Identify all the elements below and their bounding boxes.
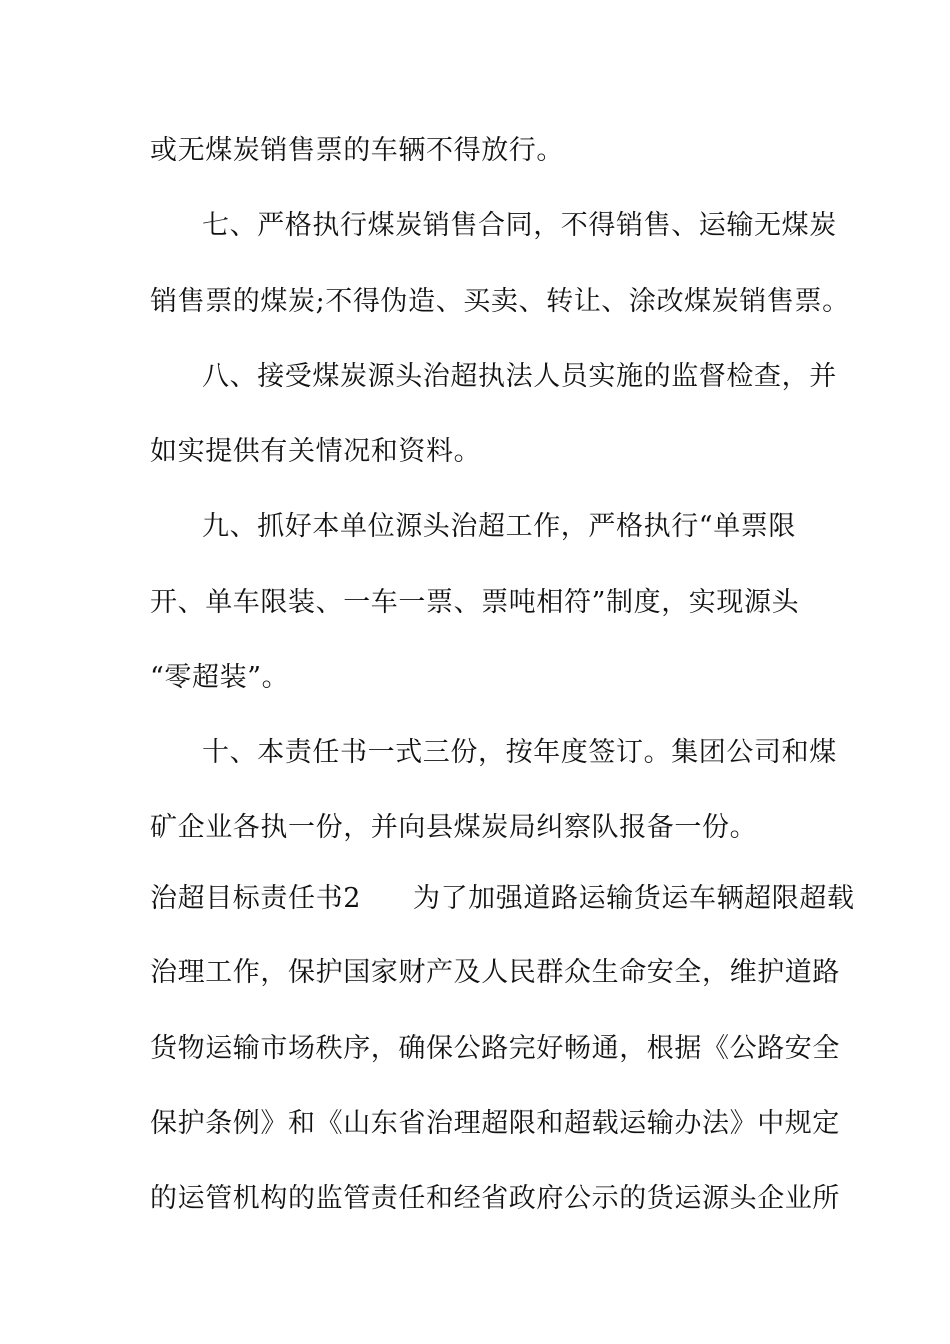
paragraph-line: 开、单车限装、一车一票、票吨相符”制度，实现源头 [150,587,800,618]
section-title: 治超目标责任书2 [150,883,361,914]
paragraph-line: 的运管机构的监管责任和经省政府公示的货运源头企业所 [150,1183,840,1214]
paragraph-line: 治理工作，保护国家财产及人民群众生命安全，维护道路 [150,957,840,988]
paragraph-line: 矿企业各执一份，并向县煤炭局纠察队报备一份。 [150,812,758,843]
paragraph-line: 或无煤炭销售票的车辆不得放行。 [150,135,564,166]
paragraph-line: 保护条例》和《山东省治理超限和超载运输办法》中规定 [150,1108,840,1139]
paragraph-line: 九、抓好本单位源头治超工作，严格执行“单票限 [202,511,797,542]
paragraph-line: 销售票的煤炭;不得伪造、买卖、转让、涂改煤炭销售票。 [150,286,850,317]
paragraph-line: 七、严格执行煤炭销售合同，不得销售、运输无煤炭 [202,210,837,241]
section-first-line: 为了加强道路运输货运车辆超限超载 [412,883,855,914]
paragraph-line: 如实提供有关情况和资料。 [150,436,482,467]
paragraph-line: 货物运输市场秩序，确保公路完好畅通，根据《公路安全 [150,1033,840,1064]
paragraph-line: 八、接受煤炭源头治超执法人员实施的监督检查，并 [202,361,837,392]
paragraph-line: “零超装”。 [150,662,290,693]
section-heading-line [150,881,855,917]
paragraph-line: 十、本责任书一式三份，按年度签订。集团公司和煤 [202,737,837,768]
